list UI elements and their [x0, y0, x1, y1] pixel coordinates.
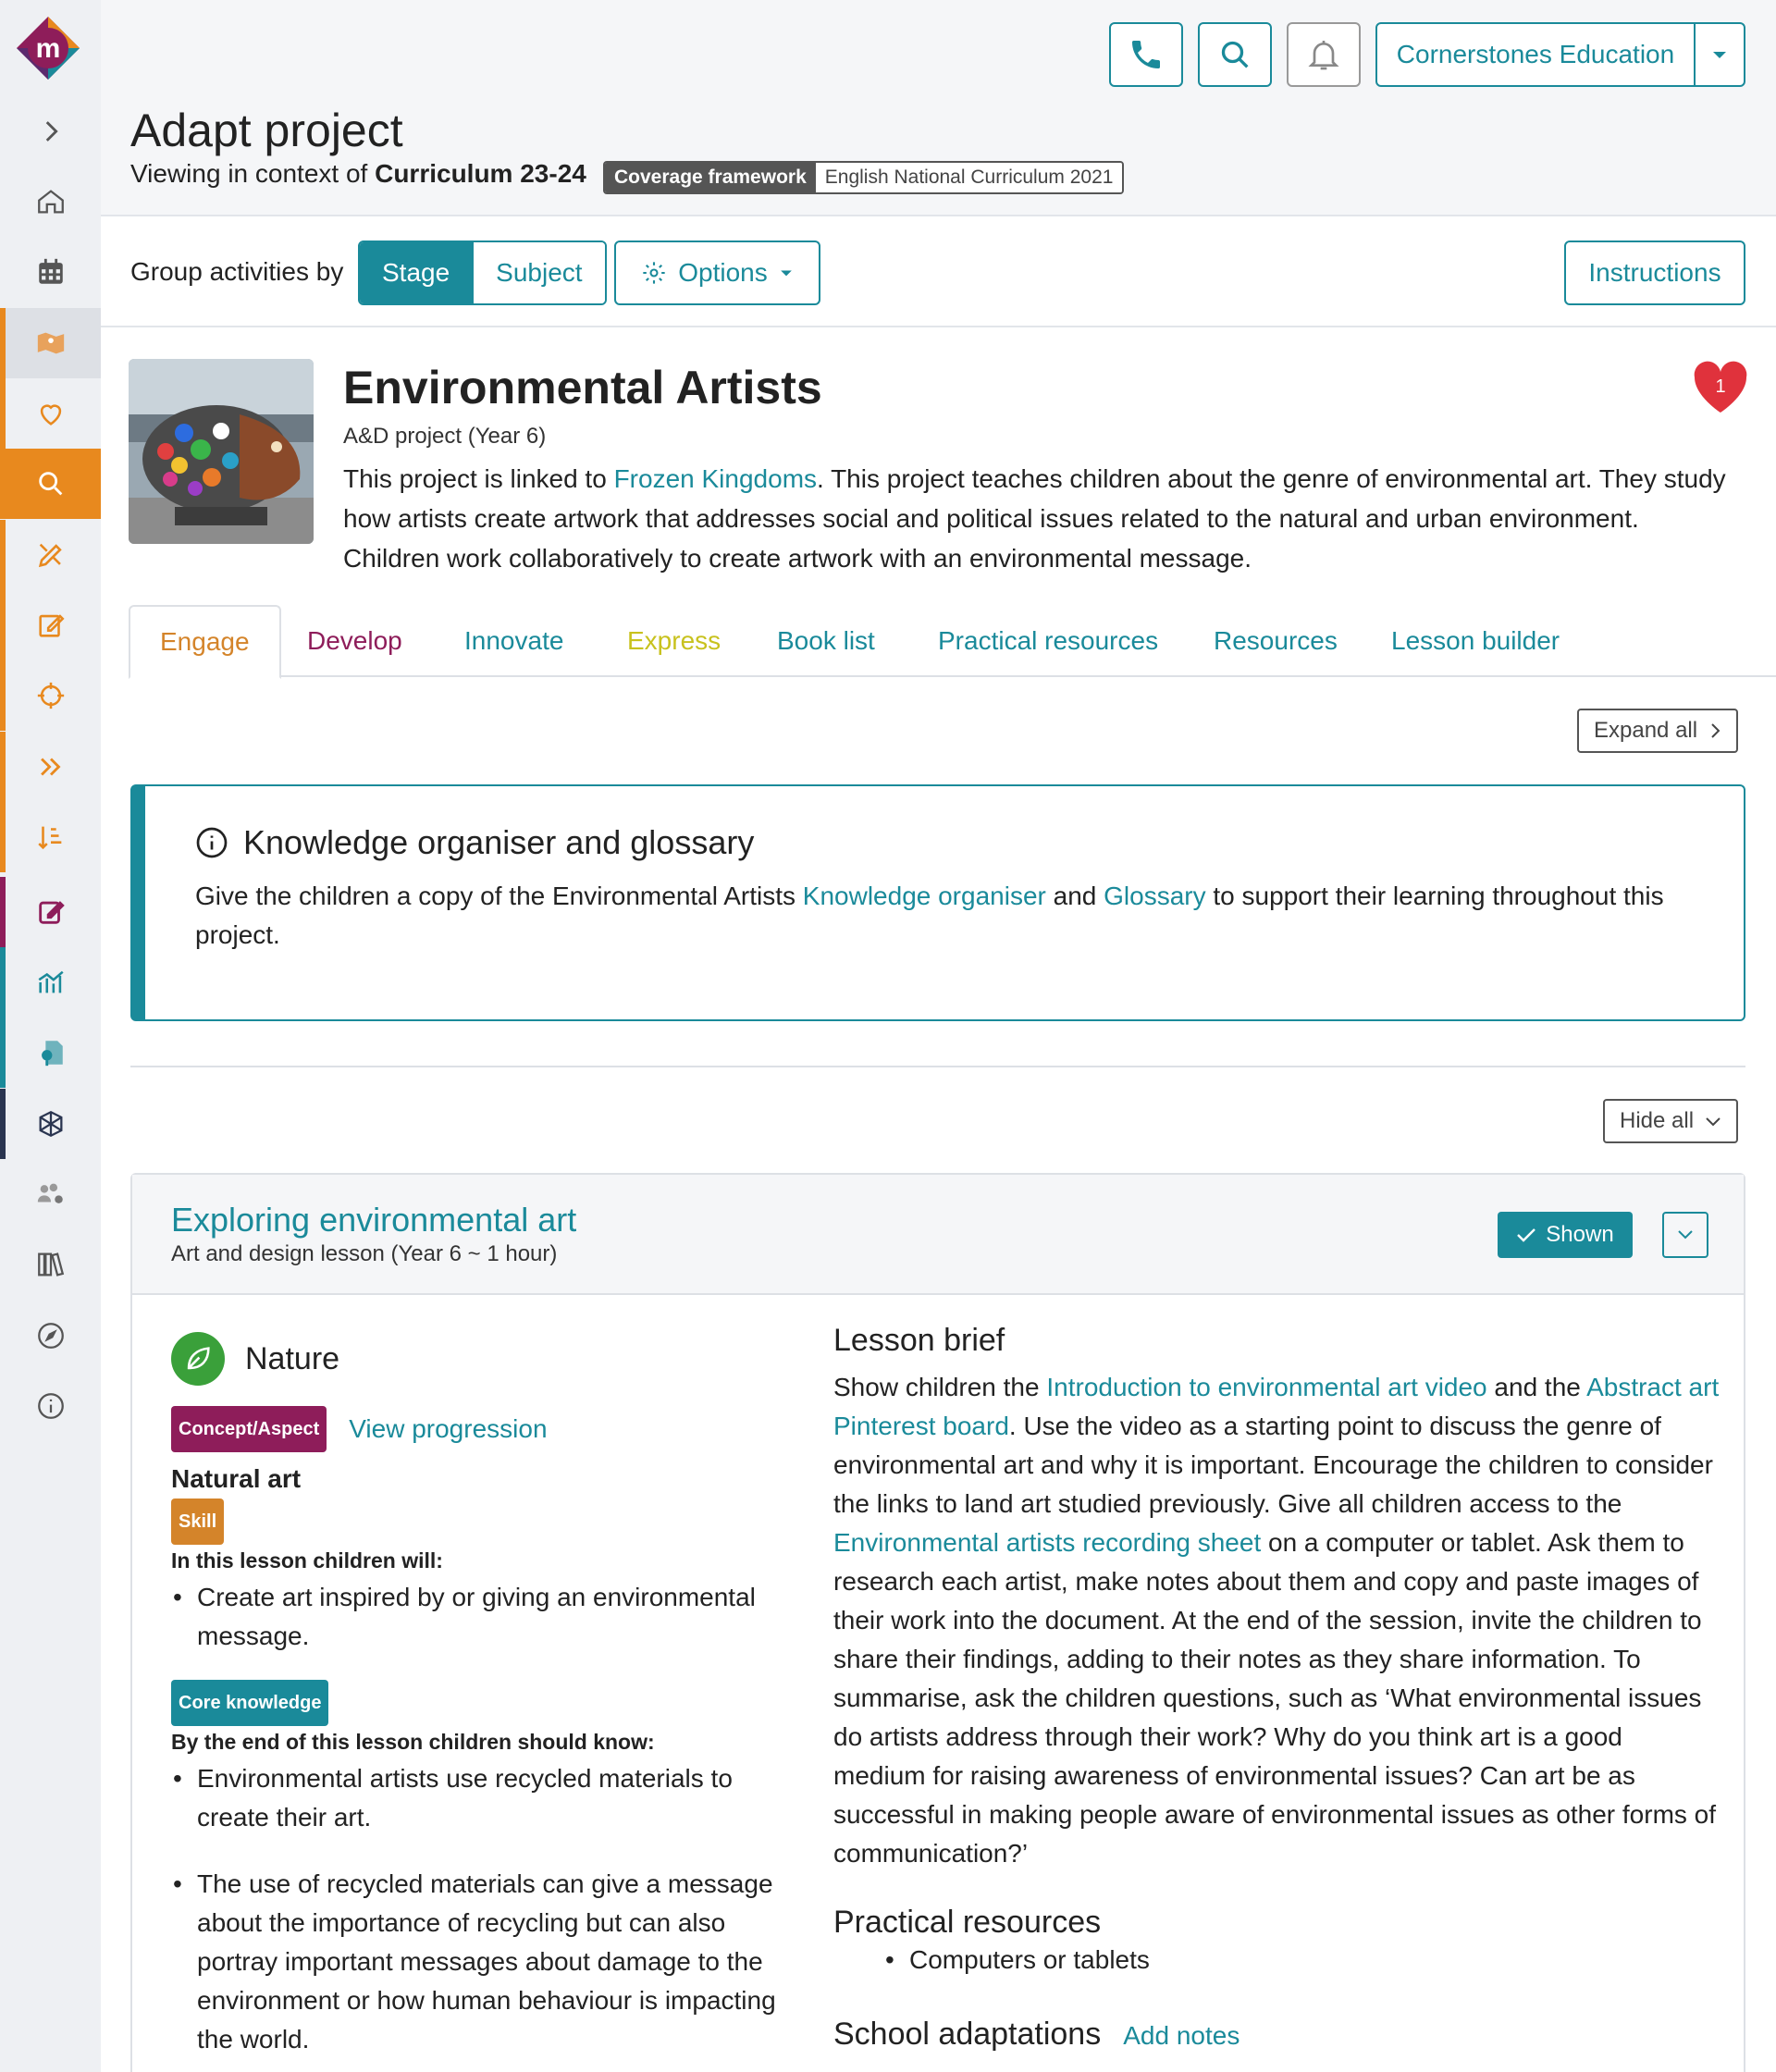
tab-practical-resources[interactable] [938, 605, 1158, 677]
practical-resources-heading: Practical resources [833, 1905, 1102, 1940]
edit-square-icon [35, 896, 67, 928]
sidebar-accent-bar [0, 520, 6, 590]
sort-list-icon [35, 821, 67, 853]
stage-tabs [129, 605, 1776, 677]
divider [130, 1066, 1745, 1067]
organisation-name[interactable]: Cornerstones Education [1377, 24, 1696, 85]
skill-pill: Skill [171, 1498, 224, 1545]
calendar-icon [35, 256, 67, 288]
school-adaptations-heading: School adaptations [833, 2016, 1102, 2052]
will-list [171, 1578, 782, 1656]
chart-icon [35, 967, 67, 998]
group-by-stage[interactable]: Stage [360, 242, 472, 303]
sidebar-item-favourites[interactable] [0, 378, 101, 449]
phone-button[interactable] [1109, 22, 1183, 87]
tab-resources[interactable] [1214, 605, 1338, 677]
sidebar-accent-bar [0, 1089, 6, 1159]
shown-label: Shown [1546, 1222, 1614, 1247]
hide-all-button[interactable] [1603, 1099, 1738, 1143]
sidebar-expand[interactable] [0, 96, 101, 166]
brief-text-part: on a computer or tablet. Ask them to research each artist, make notes about them and copy and paste images of their work into the document. At the end of the session, invite the children to share their findings, adding to their notes as they share information. To summarise, ask the children questions, such as ‘What environmental issues do artists address through their work? Why do you think art is a good medium for raising awareness of environmental issues? Can art be as successful in making people aware of environmental issues as other forms of communication?’ [833, 1528, 1717, 1868]
knowledge-text-part: Give the children a copy of the Environmental Artists [195, 882, 803, 910]
tab-label: Innovate [464, 626, 564, 655]
tab-lesson-builder[interactable] [1391, 605, 1560, 677]
tab-label: Develop [307, 626, 402, 655]
map-icon [35, 327, 67, 359]
knowledge-text-part: and [1045, 882, 1104, 910]
chevron-right-icon [1708, 722, 1721, 740]
project-image [129, 359, 314, 544]
brief-text-part: and the [1486, 1373, 1587, 1401]
favourite-button[interactable] [1691, 361, 1750, 416]
concept-pill: Concept/Aspect [171, 1406, 327, 1452]
context-prefix: Viewing in context of [130, 159, 376, 188]
knowledge-text [195, 877, 1712, 955]
compass-icon [35, 1320, 67, 1351]
list-item: • Environmental artists use recycled materials to create their art. [171, 1759, 782, 1837]
sidebar-item-explore[interactable] [0, 1301, 101, 1371]
core-knowledge-pill: Core knowledge [171, 1680, 328, 1726]
sidebar-accent-bar [0, 947, 6, 1018]
list-item: • Computers or tablets [885, 1941, 1721, 1980]
svg-text:m: m [35, 33, 61, 64]
sidebar-item-network[interactable] [0, 1089, 101, 1159]
knowledge-text-part: to support their learning throughout this project. [195, 882, 1664, 949]
tab-express[interactable] [627, 605, 721, 677]
phone-icon [1128, 36, 1165, 73]
books-icon [35, 1249, 67, 1280]
expand-all-label: Expand all [1594, 718, 1698, 743]
lesson-learning-objectives [171, 1406, 782, 2059]
know-list [171, 1759, 782, 2059]
tab-label: Lesson builder [1391, 626, 1560, 655]
sidebar-item-analytics[interactable] [0, 947, 101, 1018]
heart-icon [35, 398, 67, 429]
tab-label: Engage [160, 627, 250, 656]
list-item: • Create art inspired by or giving an environmental message. [171, 1578, 782, 1656]
shown-toggle-button[interactable] [1498, 1212, 1633, 1258]
collapse-lesson-button[interactable] [1662, 1212, 1708, 1258]
home-icon [35, 186, 67, 217]
sidebar-item-edit[interactable] [0, 590, 101, 660]
gear-icon [641, 260, 667, 286]
sidebar-item-assess[interactable] [0, 877, 101, 947]
know-heading: By the end of this lesson children should know: [171, 1730, 655, 1754]
notifications-button[interactable] [1287, 22, 1361, 87]
concept-row [171, 1406, 782, 1452]
list-item: • The use of recycled materials can give a message about the importance of recycling but can also portray important messages about damage to the environment or how human behaviour is impacting the world. [171, 1865, 782, 2059]
school-adaptations-row [833, 2016, 1721, 2053]
double-chevron-right-icon [35, 751, 67, 783]
brief-text-part: . Use the video as a starting point to discuss the genre of environmental art and why it is important. Encourage the children to consider the links to land art studied previously. Give all children access to the [833, 1412, 1713, 1518]
knowledge-organiser-panel [130, 784, 1745, 1021]
users-gear-icon [35, 1178, 67, 1210]
linked-project-link[interactable]: Frozen Kingdoms [613, 464, 818, 493]
favourite-count: 1 [1715, 376, 1726, 397]
page-title: Adapt project [130, 105, 403, 156]
tab-book-list[interactable] [777, 605, 875, 677]
chevron-right-icon [35, 116, 67, 147]
brief-text-part: Show children the [833, 1373, 1047, 1401]
leaf-icon [171, 1332, 225, 1386]
group-by-subject[interactable]: Subject [472, 242, 604, 303]
sidebar-accent-bar [0, 802, 6, 872]
recording-sheet-link[interactable]: Environmental artists recording sheet [833, 1528, 1262, 1557]
add-notes-link[interactable]: Add notes [1123, 2021, 1240, 2050]
framework-key: Coverage framework [605, 163, 816, 192]
caret-down-icon [779, 268, 794, 278]
view-progression-link[interactable]: View progression [349, 1414, 548, 1443]
network-icon [35, 1108, 67, 1140]
context-value: Curriculum 23-24 [375, 159, 586, 188]
topic-label: Nature [245, 1340, 340, 1376]
sidebar-item-forward[interactable] [0, 732, 101, 802]
options-label: Options [678, 258, 768, 287]
knowledge-title-row [195, 823, 754, 862]
chevron-down-icon [1705, 1115, 1721, 1128]
knowledge-title: Knowledge organiser and glossary [243, 823, 755, 861]
glossary-link[interactable]: Glossary [1104, 882, 1206, 910]
concept-name: Natural art [171, 1464, 302, 1493]
lesson-subtitle: Art and design lesson (Year 6 ~ 1 hour) [171, 1241, 558, 1266]
lesson-brief-heading: Lesson brief [833, 1323, 1005, 1358]
lesson-title[interactable]: Exploring environmental art [171, 1201, 577, 1239]
chevron-down-icon [1677, 1229, 1694, 1240]
sidebar-item-map[interactable] [0, 308, 101, 378]
pinterest-board-link[interactable]: Abstract art Pinterest board [833, 1373, 1720, 1440]
sidebar-item-design[interactable] [0, 520, 101, 590]
sidebar-accent-bar [0, 590, 6, 660]
context-line [130, 159, 586, 189]
project-image-art [129, 359, 314, 544]
lesson-card [130, 1173, 1745, 2072]
project-desc-prefix: This project is linked to [343, 464, 614, 493]
tab-engage[interactable] [129, 605, 281, 679]
sidebar-accent-bar [0, 308, 6, 378]
tab-label: Resources [1214, 626, 1338, 655]
sidebar-item-library[interactable] [0, 1229, 101, 1300]
group-by-toggle [358, 240, 607, 305]
project-desc-rest: . This project teaches children about the genre of environmental art. They study how artists create artwork that addresses social and political issues related to the natural and urban environment. Children work collaboratively to create artwork with an environmental message. [343, 464, 1726, 573]
info-icon [195, 826, 228, 859]
sidebar-item-search[interactable] [0, 449, 101, 519]
search-icon [1216, 36, 1253, 73]
bell-icon [1305, 36, 1342, 73]
tab-label: Express [627, 626, 722, 655]
tab-label: Book list [777, 626, 875, 655]
lesson-brief-column [833, 1323, 1721, 2053]
instructions-button[interactable]: Instructions [1564, 240, 1745, 305]
project-subtitle: A&D project (Year 6) [343, 424, 547, 449]
tab-innovate[interactable] [464, 605, 563, 677]
page-header [101, 0, 1776, 216]
tab-label: Practical resources [938, 626, 1159, 655]
lesson-card-header [132, 1175, 1744, 1295]
crosshair-icon [35, 680, 67, 711]
sidebar-accent-bar [0, 378, 6, 449]
tab-develop[interactable] [307, 605, 402, 677]
heart-icon [1691, 361, 1750, 416]
document-search-icon [35, 1037, 67, 1068]
intro-video-link[interactable]: Introduction to environmental art video [1046, 1373, 1487, 1401]
hide-all-label: Hide all [1620, 1108, 1695, 1133]
project-title: Environmental Artists [343, 362, 822, 413]
expand-all-button[interactable] [1577, 709, 1738, 753]
sidebar-item-calendar[interactable] [0, 237, 101, 307]
sidebar-accent-bar [0, 1018, 6, 1088]
app-logo-icon[interactable] [15, 15, 81, 81]
framework-value: English National Curriculum 2021 [816, 163, 1123, 192]
sidebar-item-users[interactable] [0, 1159, 101, 1229]
info-icon [35, 1390, 67, 1422]
sidebar [0, 0, 101, 2072]
knowledge-organiser-link[interactable]: Knowledge organiser [802, 882, 1046, 910]
pencil-ruler-icon [35, 539, 67, 571]
organisation-dropdown[interactable] [1696, 24, 1744, 85]
project-description [343, 459, 1731, 578]
sidebar-item-info[interactable] [0, 1371, 101, 1441]
will-heading: In this lesson children will: [171, 1548, 443, 1572]
caret-down-icon [1711, 49, 1728, 60]
sidebar-accent-bar [0, 732, 6, 802]
organisation-selector[interactable] [1375, 22, 1745, 87]
search-icon [35, 468, 67, 500]
edit-icon [35, 610, 67, 641]
search-button[interactable] [1198, 22, 1272, 87]
sidebar-item-sort[interactable] [0, 802, 101, 872]
sidebar-accent-bar [0, 877, 6, 947]
toolbar [101, 218, 1776, 327]
framework-badge [603, 161, 1124, 194]
lesson-topic [171, 1332, 339, 1386]
sidebar-item-reports[interactable] [0, 1018, 101, 1088]
options-button[interactable] [614, 240, 820, 305]
sidebar-accent-bar [0, 660, 6, 731]
sidebar-item-target[interactable] [0, 660, 101, 731]
group-activities-label: Group activities by [130, 257, 344, 286]
check-icon [1516, 1227, 1536, 1243]
practical-resources-list [833, 1941, 1721, 1980]
sidebar-item-home[interactable] [0, 166, 101, 237]
lesson-brief-text [833, 1368, 1721, 1873]
